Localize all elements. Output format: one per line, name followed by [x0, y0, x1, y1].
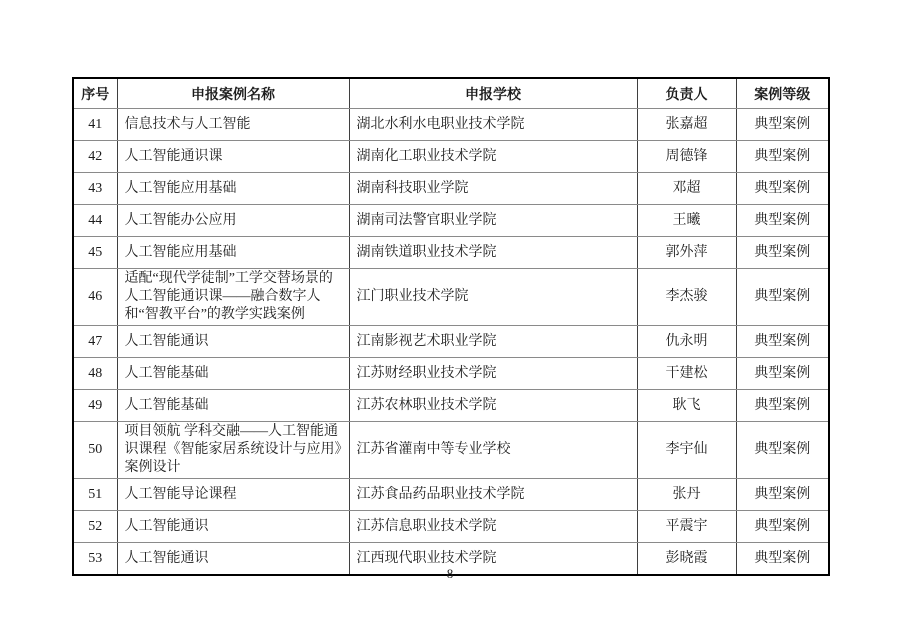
cell-level: 典型案例 [736, 358, 829, 390]
cases-table [72, 77, 830, 576]
cell-no: 49 [73, 390, 117, 422]
cell-no: 47 [73, 326, 117, 358]
table-row [73, 422, 829, 479]
cell-leader: 耿飞 [637, 390, 736, 422]
cell-level: 典型案例 [736, 479, 829, 511]
cell-no: 52 [73, 511, 117, 543]
cell-case_name: 人工智能通识 [117, 511, 349, 543]
cell-case_name: 适配“现代学徒制”工学交替场景的人工智能通识课——融合数字人和“智教平台”的教学实践案例 [117, 269, 349, 326]
cell-no: 46 [73, 269, 117, 326]
cell-no: 44 [73, 205, 117, 237]
cell-no: 48 [73, 358, 117, 390]
cell-no: 50 [73, 422, 117, 479]
cell-case_name: 人工智能办公应用 [117, 205, 349, 237]
cell-leader: 李宇仙 [637, 422, 736, 479]
cell-leader: 张丹 [637, 479, 736, 511]
cell-school: 江南影视艺术职业学院 [349, 326, 637, 358]
cell-level: 典型案例 [736, 390, 829, 422]
table-row [73, 479, 829, 511]
cell-leader: 仇永明 [637, 326, 736, 358]
cell-level: 典型案例 [736, 141, 829, 173]
cell-case_name: 人工智能通识 [117, 543, 349, 576]
cell-leader: 彭晓霞 [637, 543, 736, 576]
table-body [73, 109, 829, 576]
column-header-4: 案例等级 [736, 78, 829, 109]
cell-case_name: 人工智能应用基础 [117, 237, 349, 269]
cell-level: 典型案例 [736, 205, 829, 237]
cell-school: 湖南科技职业学院 [349, 173, 637, 205]
cell-school: 江苏食品药品职业技术学院 [349, 479, 637, 511]
cell-leader: 干建松 [637, 358, 736, 390]
cell-no: 51 [73, 479, 117, 511]
cell-case_name: 人工智能通识课 [117, 141, 349, 173]
cell-level: 典型案例 [736, 269, 829, 326]
cell-level: 典型案例 [736, 511, 829, 543]
cell-case_name: 人工智能导论课程 [117, 479, 349, 511]
table-row [73, 237, 829, 269]
cell-school: 江西现代职业技术学院 [349, 543, 637, 576]
cell-no: 53 [73, 543, 117, 576]
cell-school: 湖南铁道职业技术学院 [349, 237, 637, 269]
cell-no: 42 [73, 141, 117, 173]
cell-school: 江苏省灌南中等专业学校 [349, 422, 637, 479]
cell-leader: 周德锋 [637, 141, 736, 173]
cell-case_name: 项目领航 学科交融——人工智能通识课程《智能家居系统设计与应用》案例设计 [117, 422, 349, 479]
cell-school: 江苏信息职业技术学院 [349, 511, 637, 543]
cell-level: 典型案例 [736, 173, 829, 205]
table-row [73, 358, 829, 390]
table-row [73, 173, 829, 205]
table-row [73, 109, 829, 141]
cell-level: 典型案例 [736, 237, 829, 269]
table-header [73, 78, 829, 109]
cell-case_name: 人工智能基础 [117, 358, 349, 390]
cell-school: 江苏农林职业技术学院 [349, 390, 637, 422]
cell-school: 湖北水利水电职业技术学院 [349, 109, 637, 141]
cell-no: 45 [73, 237, 117, 269]
table-row [73, 205, 829, 237]
table-row [73, 511, 829, 543]
cell-no: 43 [73, 173, 117, 205]
column-header-1: 申报案例名称 [117, 78, 349, 109]
cell-level: 典型案例 [736, 543, 829, 576]
cell-school: 江门职业技术学院 [349, 269, 637, 326]
cell-case_name: 人工智能基础 [117, 390, 349, 422]
header-row [73, 78, 829, 109]
cell-level: 典型案例 [736, 109, 829, 141]
cell-school: 湖南化工职业技术学院 [349, 141, 637, 173]
cell-case_name: 人工智能应用基础 [117, 173, 349, 205]
table-row [73, 269, 829, 326]
cell-leader: 张嘉超 [637, 109, 736, 141]
table-row [73, 326, 829, 358]
page-number: 8 [446, 566, 454, 581]
cell-no: 41 [73, 109, 117, 141]
cell-leader: 邓超 [637, 173, 736, 205]
cell-level: 典型案例 [736, 422, 829, 479]
column-header-0: 序号 [73, 78, 117, 109]
cell-school: 湖南司法警官职业学院 [349, 205, 637, 237]
cell-leader: 平震宇 [637, 511, 736, 543]
column-header-2: 申报学校 [349, 78, 637, 109]
column-header-3: 负责人 [637, 78, 736, 109]
cell-case_name: 人工智能通识 [117, 326, 349, 358]
cell-school: 江苏财经职业技术学院 [349, 358, 637, 390]
table-row [73, 390, 829, 422]
cell-level: 典型案例 [736, 326, 829, 358]
cell-leader: 郭外萍 [637, 237, 736, 269]
cell-case_name: 信息技术与人工智能 [117, 109, 349, 141]
table-row [73, 141, 829, 173]
cell-leader: 王曦 [637, 205, 736, 237]
cell-leader: 李杰骏 [637, 269, 736, 326]
